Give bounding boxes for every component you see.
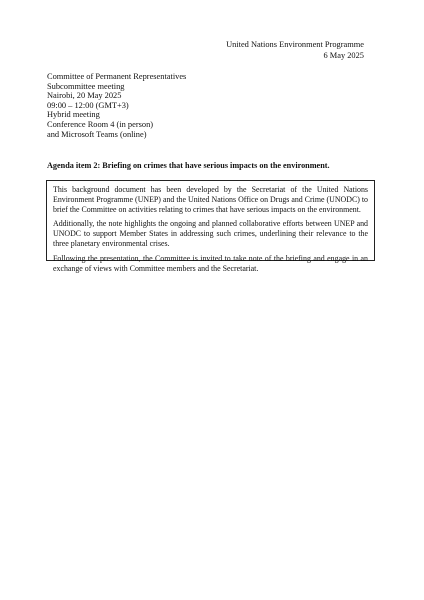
summary-paragraph-3: Following the presentation, the Committee is invited to take note of the briefing and engage in an exchange of views with Committee members and the Secretariat. — [53, 253, 368, 273]
header-organization: United Nations Environment Programme — [226, 40, 364, 49]
meeting-room: Conference Room 4 (in person) — [47, 119, 154, 129]
agenda-item-title: Agenda item 2: Briefing on crimes that have serious impacts on the environment. — [47, 161, 330, 170]
meeting-type: Subcommittee meeting — [47, 81, 125, 91]
meeting-online: and Microsoft Teams (online) — [47, 129, 147, 139]
meeting-time: 09:00 – 12:00 (GMT+3) — [47, 100, 129, 110]
meeting-format: Hybrid meeting — [47, 110, 100, 120]
header-date: 6 May 2025 — [323, 50, 364, 60]
summary-box — [46, 180, 375, 273]
meeting-committee: Committee of Permanent Representatives — [47, 72, 187, 81]
meeting-location-date: Nairobi, 20 May 2025 — [47, 91, 122, 101]
summary-paragraph-2: Additionally, the note highlights the ongoing and planned collaborative efforts between UNEP and UNODC to support Member States in addressing such crimes, underlining their relevance to the three planetary environmental crises. — [53, 219, 368, 248]
summary-paragraph-1: This background document has been developed by the Secretariat of the United Nations Environment Programme (UNEP) and the United Nations Office on Drugs and Crime (UNODC) to brief the Committee on activities relating to crimes that have serious impacts on the environment. — [53, 185, 368, 214]
meeting-details — [47, 72, 186, 139]
document-header — [226, 40, 364, 61]
